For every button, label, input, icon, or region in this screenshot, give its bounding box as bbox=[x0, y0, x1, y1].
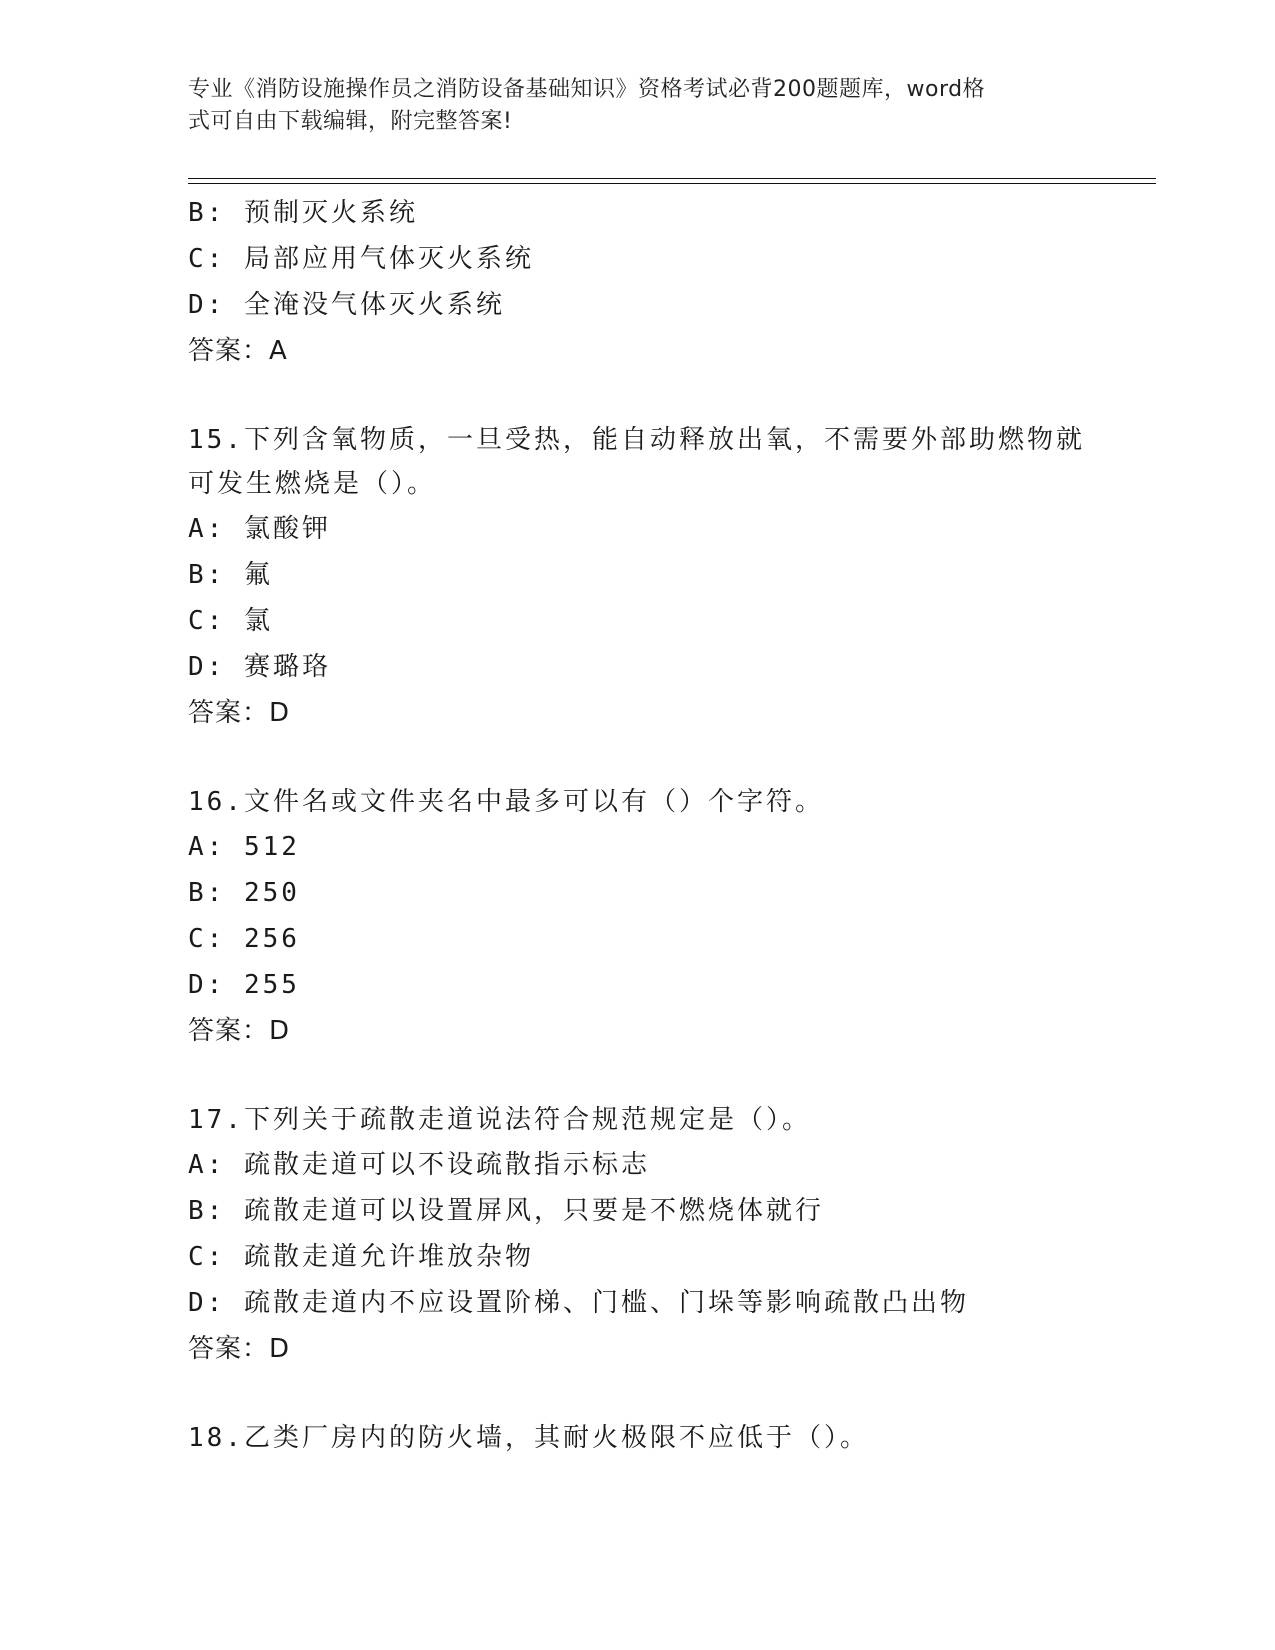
question-stem bbox=[188, 1098, 1088, 1142]
question-stem-line: 15.下列含氧物质，一旦受热，能自动释放出氧，不需要外部助燃物就 bbox=[188, 425, 1085, 455]
question-stem-line: 16.文件名或文件夹名中最多可以有（）个字符。 bbox=[188, 787, 824, 817]
question-14-continuation bbox=[188, 190, 1088, 374]
question-15 bbox=[188, 418, 1088, 736]
question-stem bbox=[188, 780, 1088, 824]
option-b bbox=[188, 1188, 1088, 1234]
option-c bbox=[188, 236, 1088, 282]
option-text: 赛璐珞 bbox=[243, 652, 331, 682]
option-label: D: bbox=[188, 652, 226, 682]
option-text: 255 bbox=[243, 970, 300, 1000]
option-text: 氯酸钾 bbox=[243, 514, 331, 544]
option-label: D: bbox=[188, 290, 226, 320]
option-text: 疏散走道可以不设疏散指示标志 bbox=[243, 1150, 650, 1180]
question-stem bbox=[188, 1416, 1088, 1460]
option-a bbox=[188, 506, 1088, 552]
question-stem-line: 可发生燃烧是（）。 bbox=[188, 469, 437, 499]
question-16 bbox=[188, 780, 1088, 1054]
option-label: B: bbox=[188, 198, 226, 228]
option-c bbox=[188, 1234, 1088, 1280]
answer: 答案：A bbox=[188, 336, 288, 366]
answer: 答案：D bbox=[188, 698, 291, 728]
option-b bbox=[188, 870, 1088, 916]
question-stem bbox=[188, 418, 1088, 506]
option-text: 局部应用气体灭火系统 bbox=[243, 244, 534, 274]
option-label: D: bbox=[188, 970, 226, 1000]
question-18 bbox=[188, 1416, 1088, 1460]
option-label: B: bbox=[188, 1196, 226, 1226]
answer: 答案：D bbox=[188, 1016, 291, 1046]
option-label: A: bbox=[188, 1150, 226, 1180]
document-header bbox=[188, 74, 1068, 138]
option-b bbox=[188, 190, 1088, 236]
option-text: 疏散走道允许堆放杂物 bbox=[243, 1242, 534, 1272]
option-d bbox=[188, 282, 1088, 328]
header-line-2: 式可自由下载编辑，附完整答案! bbox=[188, 109, 513, 134]
option-text: 250 bbox=[243, 878, 300, 908]
option-d bbox=[188, 1280, 1088, 1326]
question-stem-line: 18.乙类厂房内的防火墙，其耐火极限不应低于（）。 bbox=[188, 1423, 869, 1453]
header-line-1: 专业《消防设施操作员之消防设备基础知识》资格考试必背200题题库，word格 bbox=[188, 77, 986, 102]
option-text: 疏散走道内不应设置阶梯、门槛、门垛等影响疏散凸出物 bbox=[243, 1288, 969, 1318]
question-stem-line: 17.下列关于疏散走道说法符合规范规定是（）。 bbox=[188, 1105, 811, 1135]
option-a bbox=[188, 1142, 1088, 1188]
option-label: A: bbox=[188, 832, 226, 862]
header-divider-bottom bbox=[188, 183, 1156, 184]
option-label: C: bbox=[188, 606, 226, 636]
option-text: 全淹没气体灭火系统 bbox=[243, 290, 505, 320]
option-text: 512 bbox=[243, 832, 300, 862]
option-text: 预制灭火系统 bbox=[243, 198, 418, 228]
option-c bbox=[188, 598, 1088, 644]
option-d bbox=[188, 962, 1088, 1008]
option-b bbox=[188, 552, 1088, 598]
option-d bbox=[188, 644, 1088, 690]
option-label: D: bbox=[188, 1288, 226, 1318]
question-17 bbox=[188, 1098, 1088, 1372]
option-text: 氟 bbox=[243, 560, 273, 590]
option-label: C: bbox=[188, 924, 226, 954]
option-text: 256 bbox=[243, 924, 300, 954]
answer: 答案：D bbox=[188, 1334, 291, 1364]
header-divider-top bbox=[188, 178, 1156, 179]
option-text: 疏散走道可以设置屏风，只要是不燃烧体就行 bbox=[243, 1196, 824, 1226]
option-label: C: bbox=[188, 244, 226, 274]
document-body bbox=[188, 190, 1088, 1460]
option-label: C: bbox=[188, 1242, 226, 1272]
option-label: A: bbox=[188, 514, 226, 544]
option-a bbox=[188, 824, 1088, 870]
option-label: B: bbox=[188, 560, 226, 590]
option-label: B: bbox=[188, 878, 226, 908]
option-c bbox=[188, 916, 1088, 962]
option-text: 氯 bbox=[243, 606, 273, 636]
